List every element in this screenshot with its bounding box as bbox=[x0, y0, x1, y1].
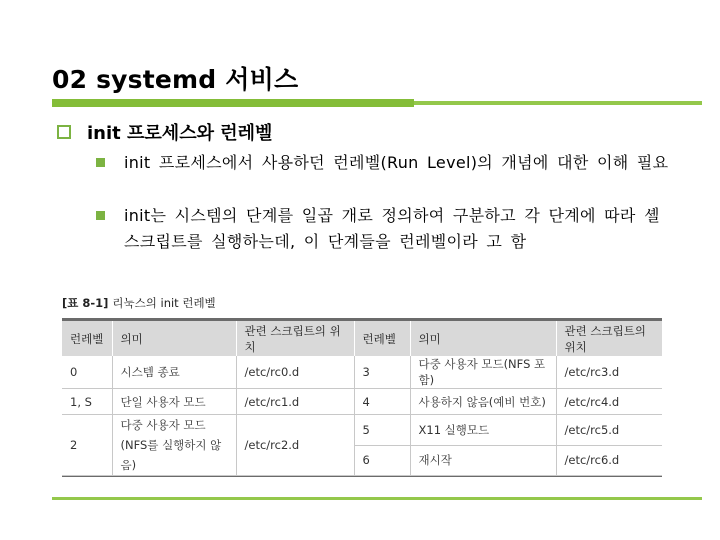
bullet-level1 bbox=[57, 119, 272, 145]
table-cell-line: 다중 사용자 모드 bbox=[120, 418, 206, 432]
column-header: 의미 bbox=[410, 321, 556, 356]
table-bottom-rule bbox=[62, 476, 662, 477]
table-cell: 사용하지 않음(예비 번호) bbox=[410, 389, 556, 415]
table-cell: 5 bbox=[354, 415, 410, 446]
table-cell-multiline bbox=[112, 415, 236, 476]
table-cell: 시스템 종료 bbox=[112, 356, 236, 389]
table-caption-text: 리눅스의 init 런레벨 bbox=[112, 296, 216, 310]
slide-title: 02 systemd 서비스 bbox=[52, 65, 299, 94]
table-cell: 4 bbox=[354, 389, 410, 415]
bullet-level2-text: init는 시스템의 단계를 일곱 개로 정의하여 구분하고 각 단계에 따라 셸 스크립트를 실행하는데, 이 단계들을 런레벨이라 고 함 bbox=[124, 206, 660, 251]
title-rule-accent bbox=[52, 99, 414, 107]
column-header: 의미 bbox=[112, 321, 236, 356]
table-cell: /etc/rc3.d bbox=[556, 356, 662, 389]
filled-square-bullet-icon bbox=[96, 211, 105, 220]
table-cell: 단일 사용자 모드 bbox=[112, 389, 236, 415]
table-cell: /etc/rc4.d bbox=[556, 389, 662, 415]
column-header: 런레벨 bbox=[62, 321, 112, 356]
table-cell: 6 bbox=[354, 445, 410, 476]
table-cell: /etc/rc1.d bbox=[236, 389, 354, 415]
table-cell: 재시작 bbox=[410, 445, 556, 476]
footer-rule bbox=[52, 497, 702, 500]
table-row bbox=[62, 389, 662, 415]
table-cell: /etc/rc6.d bbox=[556, 445, 662, 476]
table-header-row bbox=[62, 321, 662, 356]
table-cell: /etc/rc2.d bbox=[236, 415, 354, 476]
filled-square-bullet-icon bbox=[96, 158, 105, 167]
table-caption bbox=[62, 295, 216, 311]
column-header: 런레벨 bbox=[354, 321, 410, 356]
table-row bbox=[62, 415, 662, 446]
table-cell: /etc/rc5.d bbox=[556, 415, 662, 446]
table-cell: /etc/rc0.d bbox=[236, 356, 354, 389]
table-cell: X11 실행모드 bbox=[410, 415, 556, 446]
column-header: 관련 스크립트의 위치 bbox=[556, 321, 662, 356]
bullet-level2 bbox=[96, 203, 676, 255]
runlevel-table bbox=[62, 318, 662, 477]
table-cell-line: (NFS를 실행하지 않음) bbox=[120, 438, 222, 472]
table-caption-number: [표 8-1] bbox=[62, 296, 109, 310]
table-cell: 1, S bbox=[62, 389, 112, 415]
table-cell: 3 bbox=[354, 356, 410, 389]
title-rule bbox=[52, 101, 702, 105]
table-cell: 다중 사용자 모드(NFS 포함) bbox=[410, 356, 556, 389]
bullet-level2-text: init 프로세스에서 사용하던 런레벨(Run Level)의 개념에 대한 이해 필요 bbox=[124, 153, 669, 172]
table-cell: 0 bbox=[62, 356, 112, 389]
bullet-level1-text: init 프로세스와 런레벨 bbox=[87, 123, 273, 144]
bullet-level2 bbox=[96, 150, 676, 176]
table-cell: 2 bbox=[62, 415, 112, 476]
table-row bbox=[62, 356, 662, 389]
hollow-square-bullet-icon bbox=[57, 125, 71, 139]
column-header: 관련 스크립트의 위치 bbox=[236, 321, 354, 356]
